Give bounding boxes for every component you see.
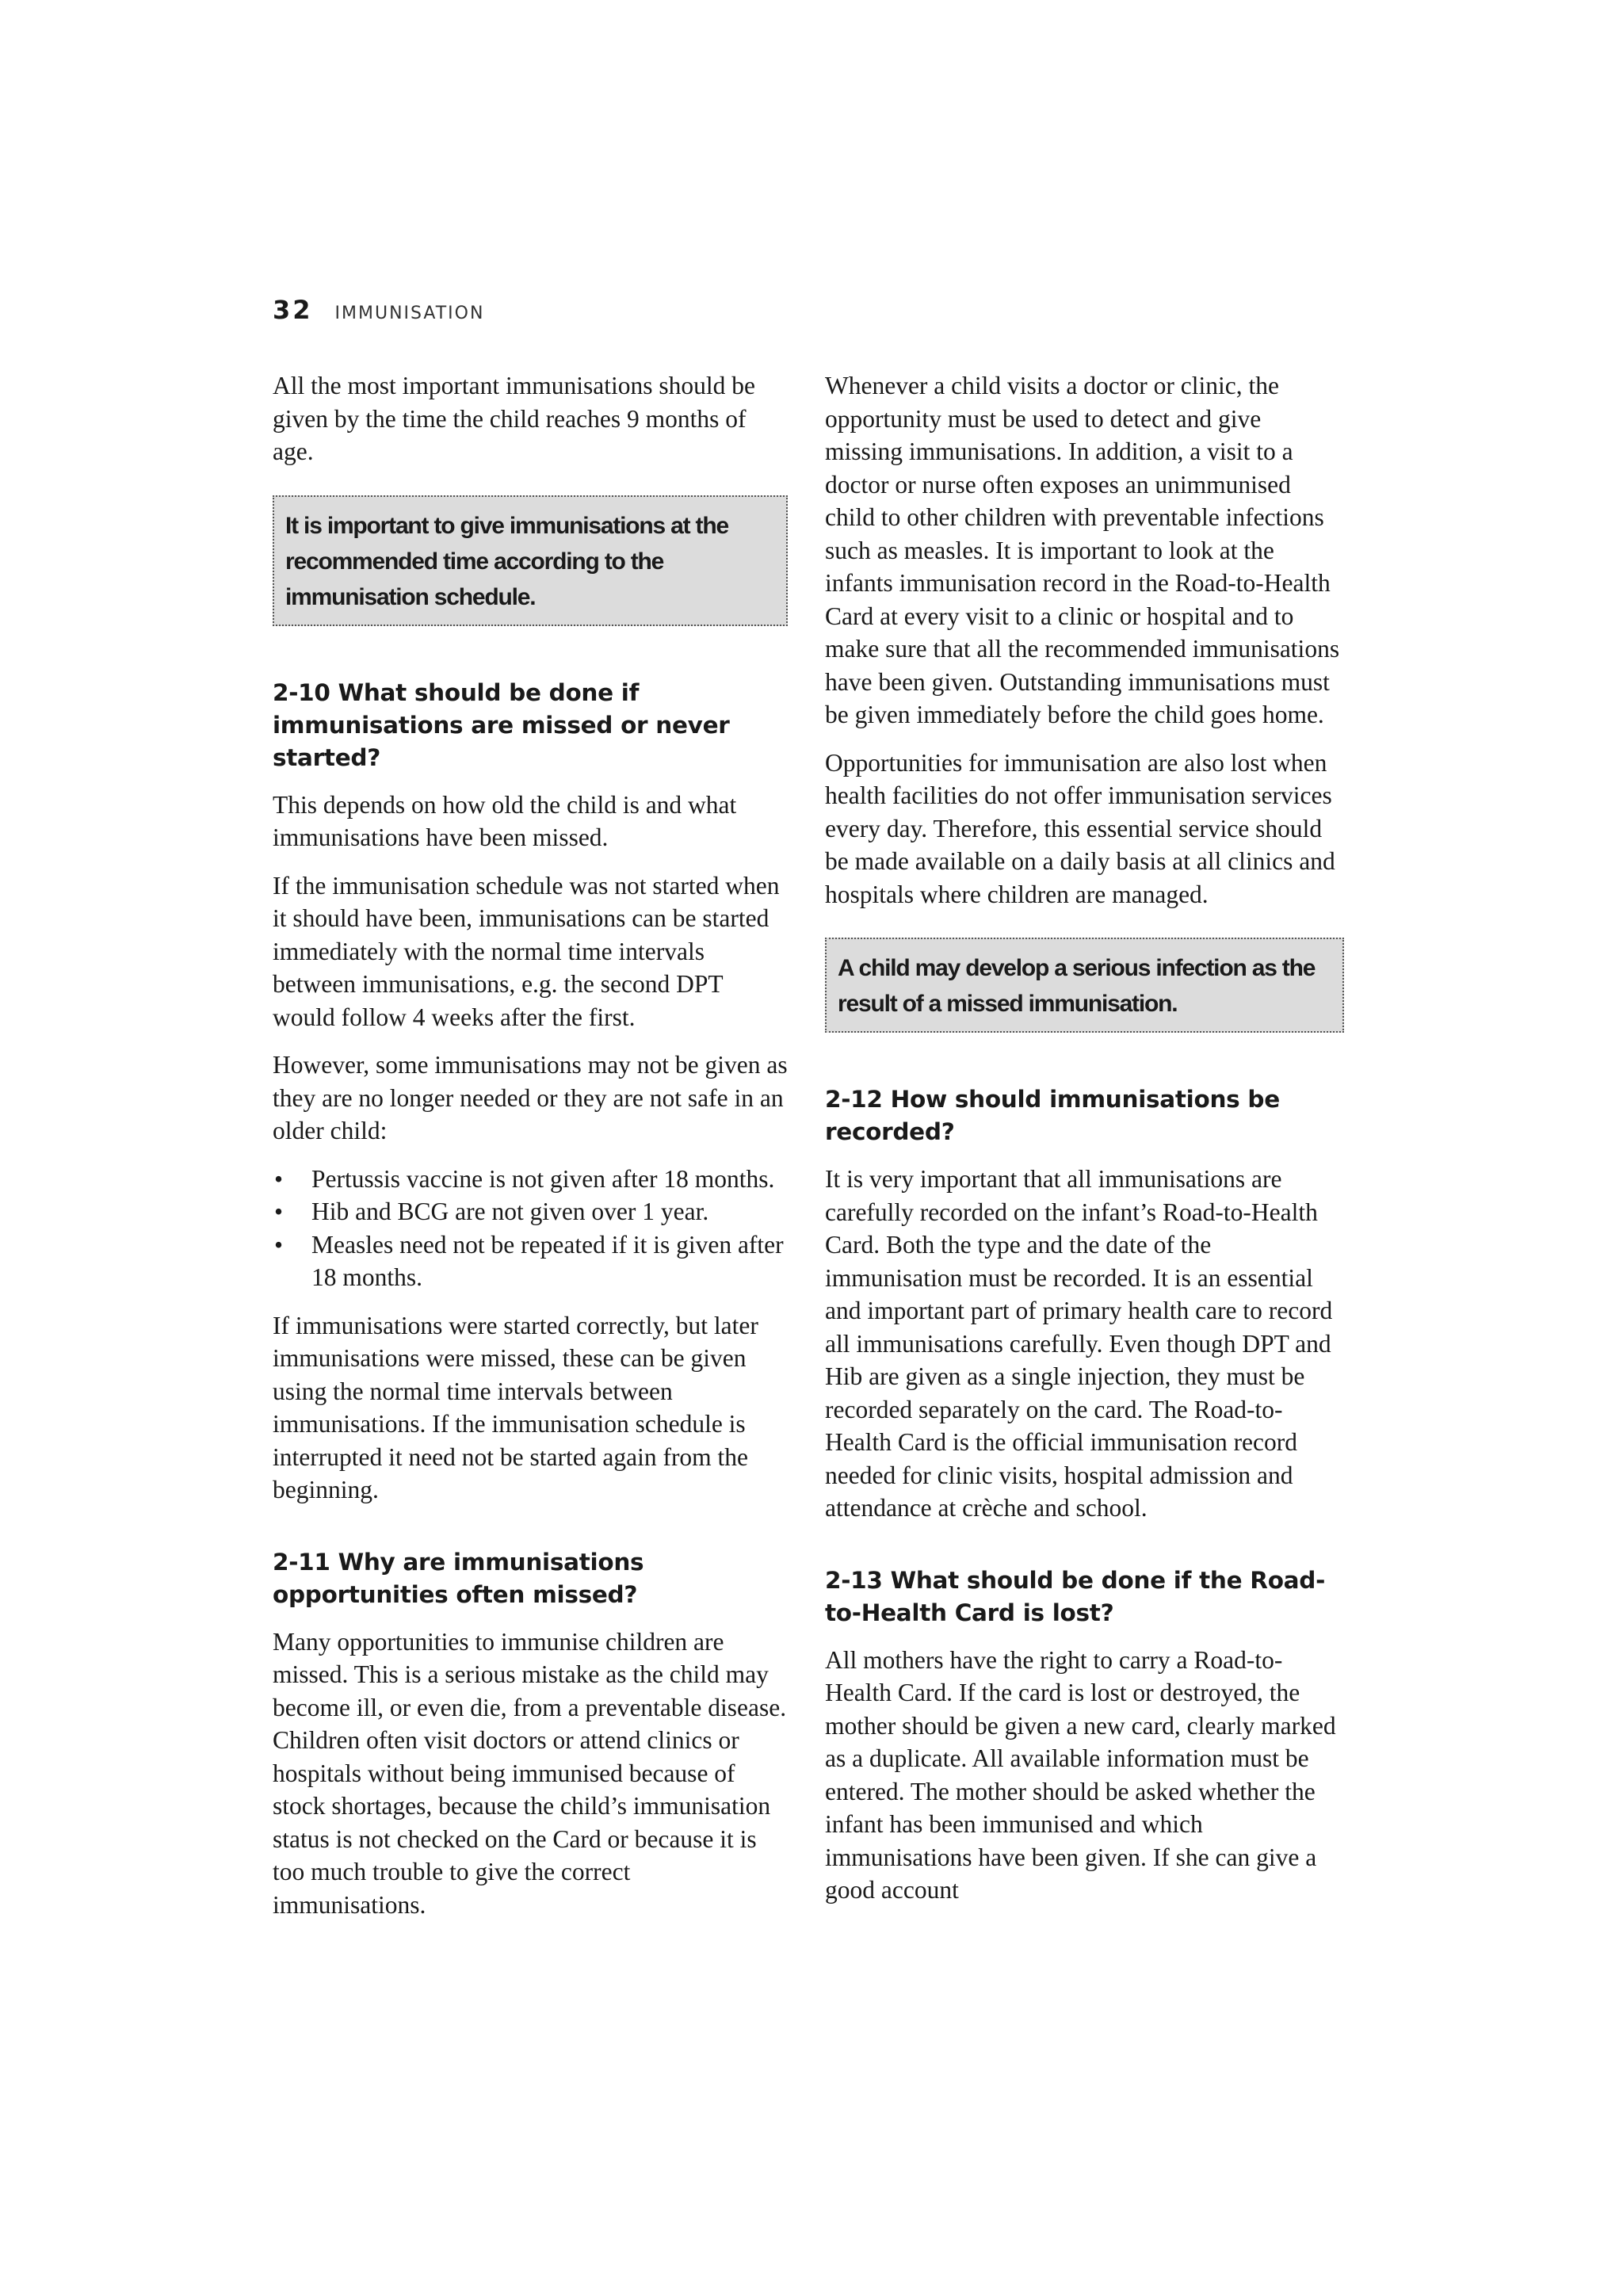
paragraph: Opportunities for immunisation are also lost when health facilities do not offer immunisation services every day. Therefore, this essential service should be made available on a daily basis at all clinics and hospitals where children are managed.	[825, 748, 1335, 908]
list-item-text: Measles need not be repeated if it is given after 18 months.	[311, 1230, 784, 1291]
paragraph: It is very important that all immunisations are carefully recorded on the infant’s Road-to-Health Card. Both the type and the date of the immunisation must be recorded. It is an essential and important part of primary health care to record all immunisations carefully. Even though DPT and Hib are given as a single injection, they must be recorded separately on the card. The Road-to-Health Card is the official immunisation record needed for clinic visits, hospital admission and attendance at crèche and school.	[825, 1165, 1333, 1522]
section-heading-2-13: 2-13 What should be done if the Road-to-Health Card is lost?	[825, 1566, 1326, 1626]
intro-paragraph: All the most important immunisations should be given by the time the child reaches 9 months of age.	[273, 372, 755, 465]
paragraph: Many opportunities to immunise children are missed. This is a serious mistake as the child may become ill, or even die, from a preventable disease. Children often visit doctors or attend clinics or hospitals without being immunised because of stock shortages, because the child’s immunisation status is not checked on the Card or because it is too much trouble to give the correct immunisations.	[273, 1627, 787, 1919]
right-column	[825, 369, 1344, 1922]
callout-text: A child may develop a serious infection as the result of a missed immunisation.	[838, 955, 1316, 1017]
callout-box	[825, 938, 1344, 1033]
bullet-marker: •	[274, 1164, 284, 1193]
list-item	[273, 1195, 788, 1228]
list-item	[273, 1163, 788, 1196]
paragraph: If the immunisation schedule was not started when it should have been, immunisations can be started immediately with the normal time intervals between immunisations, e.g. the second DPT would follow 4 weeks after the first.	[273, 871, 780, 1031]
section-title: IMMUNISATION	[334, 304, 485, 323]
section-heading-2-10: 2-10 What should be done if immunisations are missed or never started?	[273, 678, 730, 771]
list-item-text: Pertussis vaccine is not given after 18 months.	[311, 1164, 775, 1193]
left-column	[273, 369, 788, 1936]
section-heading-2-12: 2-12 How should immunisations be recorded?	[825, 1086, 1280, 1145]
paragraph: However, some immunisations may not be given as they are no longer needed or they are not safe in an older child:	[273, 1051, 788, 1144]
paragraph: All mothers have the right to carry a Road-to-Health Card. If the card is lost or destroyed, the mother should be given a new card, clearly marked as a duplicate. All available information must be entered. The mother should be asked whether the infant has been immunised and which immunisations have been given. If she can give a good account	[825, 1645, 1336, 1904]
paragraph: If immunisations were started correctly, but later immunisations were missed, these can be given using the normal time intervals between immunisations. If the immunisation schedule is interrupted it need not be started again from the beginning.	[273, 1311, 758, 1503]
bullet-list	[273, 1163, 788, 1294]
page-number: 32	[273, 295, 313, 325]
callout-box	[273, 495, 788, 626]
bullet-marker: •	[274, 1230, 284, 1259]
paragraph: This depends on how old the child is and what immunisations have been missed.	[273, 790, 737, 851]
running-head	[273, 295, 484, 325]
bullet-marker: •	[274, 1198, 284, 1225]
callout-text: It is important to give immunisations at the recommended time according to the immunisation schedule.	[285, 512, 728, 610]
list-item	[273, 1228, 788, 1294]
paragraph: Whenever a child visits a doctor or clinic, the opportunity must be used to detect and give missing immunisations. In addition, a visit to a doctor or nurse often exposes an unimmunised child to other children with preventable infections such as measles. It is important to look at the infants immunisation record in the Road-to-Health Card at every visit to a clinic or hospital and to make sure that all the recommended immunisations have been given. Outstanding immunisations must be given immediately before the child goes home.	[825, 372, 1340, 728]
list-item-text: Hib and BCG are not given over 1 year.	[311, 1198, 709, 1225]
section-heading-2-11: 2-11 Why are immunisations opportunities often missed?	[273, 1548, 644, 1608]
